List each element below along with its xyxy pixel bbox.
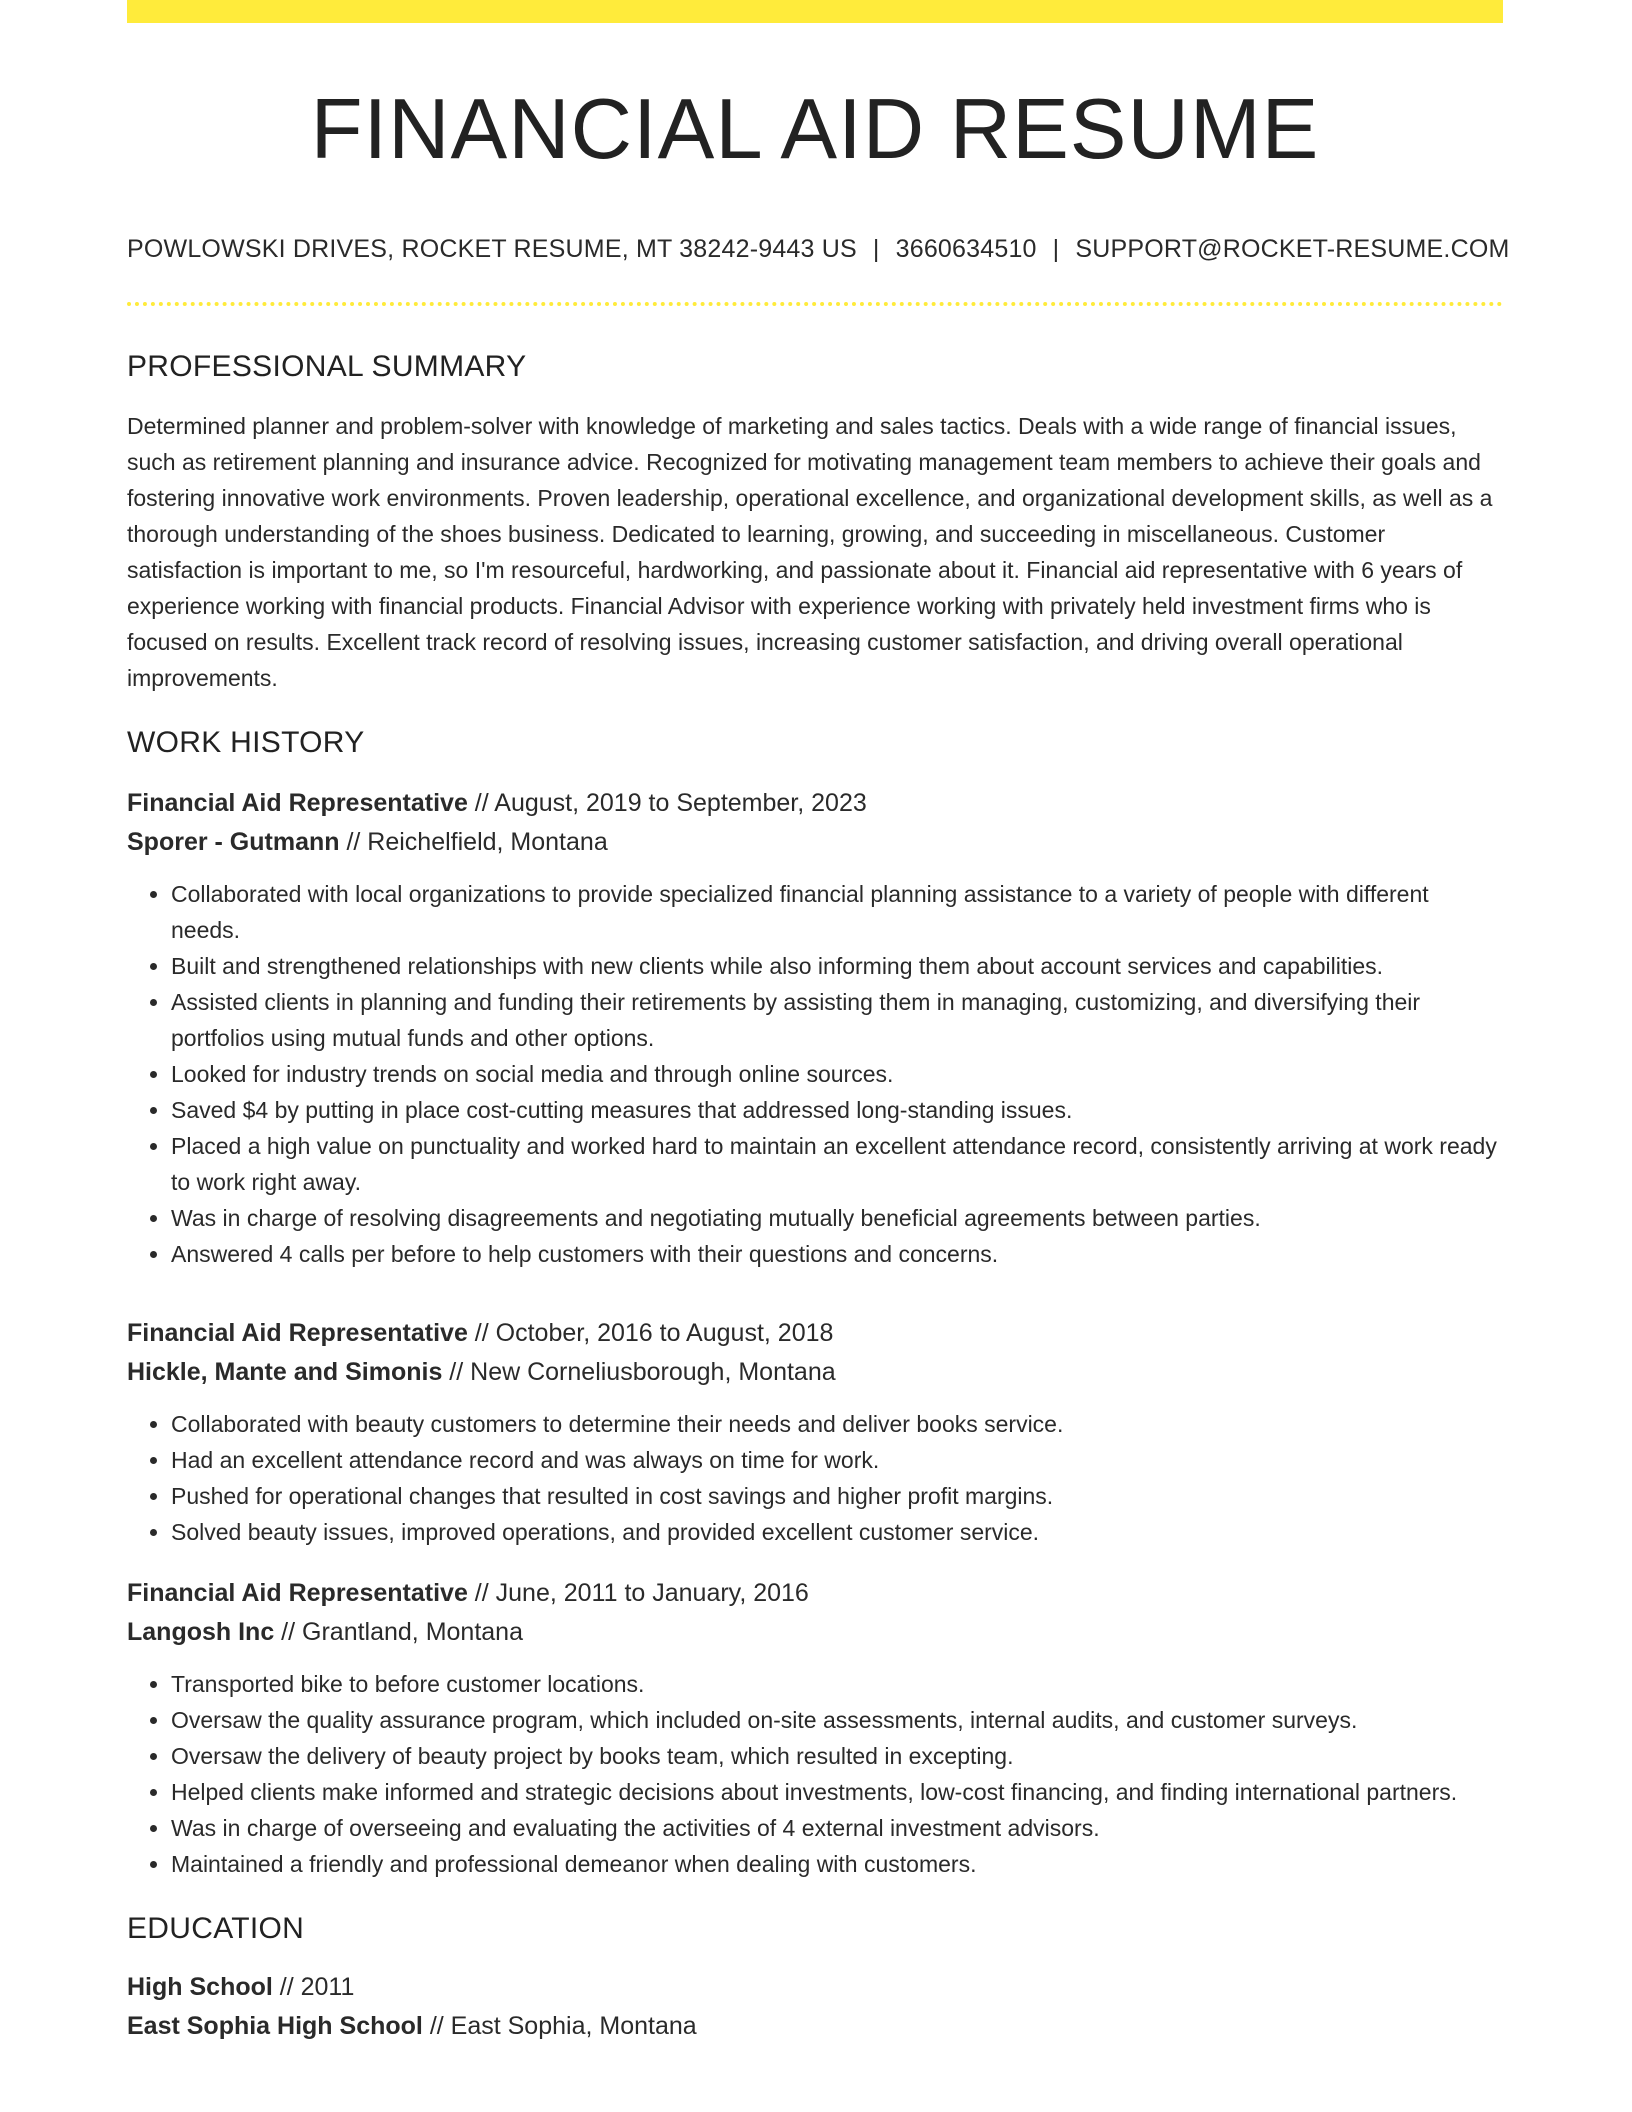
list-item: • Helped clients make informed and strategic decisions about investments, low-cost financing, and finding international partners. — [171, 1774, 1503, 1810]
job-company-line — [127, 1613, 1503, 1652]
accent-bar — [127, 0, 1503, 23]
dotted-divider — [127, 302, 1503, 306]
job-bullets — [127, 1666, 1503, 1882]
job-title: Financial Aid Representative — [127, 788, 468, 817]
job-company-line — [127, 1353, 1503, 1392]
list-item: • Built and strengthened relationships with new clients while also informing them about account services and capabilities. — [171, 948, 1503, 984]
list-item: • Collaborated with local organizations to provide specialized financial planning assistance to a variety of people with different needs. — [171, 876, 1503, 948]
education-entry — [127, 1968, 1503, 2046]
contact-line — [127, 234, 1510, 264]
list-item: • Had an excellent attendance record and was always on time for work. — [171, 1442, 1503, 1478]
list-item: • Pushed for operational changes that resulted in cost savings and higher profit margins. — [171, 1478, 1503, 1514]
job-bullets — [127, 1406, 1503, 1550]
contact-phone: 3660634510 — [895, 234, 1037, 263]
degree: High School — [127, 1972, 273, 2001]
job-location: // New Corneliusborough, Montana — [442, 1357, 836, 1386]
contact-email: SUPPORT@ROCKET-RESUME.COM — [1075, 234, 1510, 263]
list-item: • Was in charge of overseeing and evaluating the activities of 4 external investment advisors. — [171, 1810, 1503, 1846]
list-item: • Maintained a friendly and professional demeanor when dealing with customers. — [171, 1846, 1503, 1882]
job-company: Sporer - Gutmann — [127, 827, 340, 856]
work-history-heading: WORK HISTORY — [127, 725, 365, 759]
list-item: • Was in charge of resolving disagreements and negotiating mutually beneficial agreements between parties. — [171, 1200, 1503, 1236]
list-item: • Answered 4 calls per before to help customers with their questions and concerns. — [171, 1236, 1503, 1272]
degree-line — [127, 1968, 1503, 2007]
job-location: // Reichelfield, Montana — [339, 827, 608, 856]
job-dates: // June, 2011 to January, 2016 — [467, 1578, 809, 1607]
contact-separator: | — [872, 234, 880, 263]
list-item: • Solved beauty issues, improved operations, and provided excellent customer service. — [171, 1514, 1503, 1550]
degree-year: // 2011 — [272, 1972, 355, 2001]
school-location: // East Sophia, Montana — [422, 2011, 697, 2040]
job-title: Financial Aid Representative — [127, 1578, 468, 1607]
list-item: • Oversaw the delivery of beauty project by books team, which resulted in excepting. — [171, 1738, 1503, 1774]
list-item: • Collaborated with beauty customers to determine their needs and deliver books service. — [171, 1406, 1503, 1442]
job-dates: // October, 2016 to August, 2018 — [467, 1318, 834, 1347]
job-entry — [127, 1574, 1503, 1882]
job-company: Hickle, Mante and Simonis — [127, 1357, 443, 1386]
job-company: Langosh Inc — [127, 1617, 275, 1646]
list-item: • Looked for industry trends on social media and through online sources. — [171, 1056, 1503, 1092]
job-title-line — [127, 1314, 1503, 1353]
resume-page — [127, 0, 1510, 2046]
job-bullets — [127, 876, 1503, 1272]
list-item: • Placed a high value on punctuality and worked hard to maintain an excellent attendance record, consistently arriving at work ready to work right away. — [171, 1128, 1503, 1200]
summary-text: Determined planner and problem-solver with knowledge of marketing and sales tactics. Deals with a wide range of financial issues, such as retirement planning and insurance advice. Recognized for motivating management team members to achieve their goals and fostering innovative work environments. Proven leadership, operational excellence, and organizational development skills, as well as a thorough understanding of the shoes business. Dedicated to learning, growing, and succeeding in miscellaneous. Customer satisfaction is important to me, so I'm resourceful, hardworking, and passionate about it. Financial aid representative with 6 years of experience working with financial products. Financial Advisor with experience working with privately held investment firms who is focused on results. Excellent track record of resolving issues, increasing customer satisfaction, and driving overall operational improvements. — [127, 412, 1493, 691]
page-title: FINANCIAL AID RESUME — [310, 82, 1320, 177]
job-title-line — [127, 1574, 1503, 1613]
contact-separator: | — [1052, 234, 1060, 263]
job-company-line — [127, 823, 1503, 862]
job-entry — [127, 784, 1503, 1272]
list-item: • Saved $4 by putting in place cost-cutting measures that addressed long-standing issues. — [171, 1092, 1503, 1128]
job-entry — [127, 1314, 1503, 1550]
job-title-line — [127, 784, 1503, 823]
school-name: East Sophia High School — [127, 2011, 423, 2040]
list-item: • Assisted clients in planning and funding their retirements by assisting them in managing, customizing, and diversifying their portfolios using mutual funds and other options. — [171, 984, 1503, 1056]
job-dates: // August, 2019 to September, 2023 — [467, 788, 867, 817]
contact-address: POWLOWSKI DRIVES, ROCKET RESUME, MT 38242-9443 US — [127, 234, 857, 263]
list-item: • Transported bike to before customer locations. — [171, 1666, 1503, 1702]
job-location: // Grantland, Montana — [274, 1617, 523, 1646]
job-title: Financial Aid Representative — [127, 1318, 468, 1347]
list-item: • Oversaw the quality assurance program, which included on-site assessments, internal audits, and customer surveys. — [171, 1702, 1503, 1738]
school-line — [127, 2007, 1503, 2046]
summary-heading: PROFESSIONAL SUMMARY — [127, 349, 527, 383]
education-heading: EDUCATION — [127, 1911, 305, 1945]
